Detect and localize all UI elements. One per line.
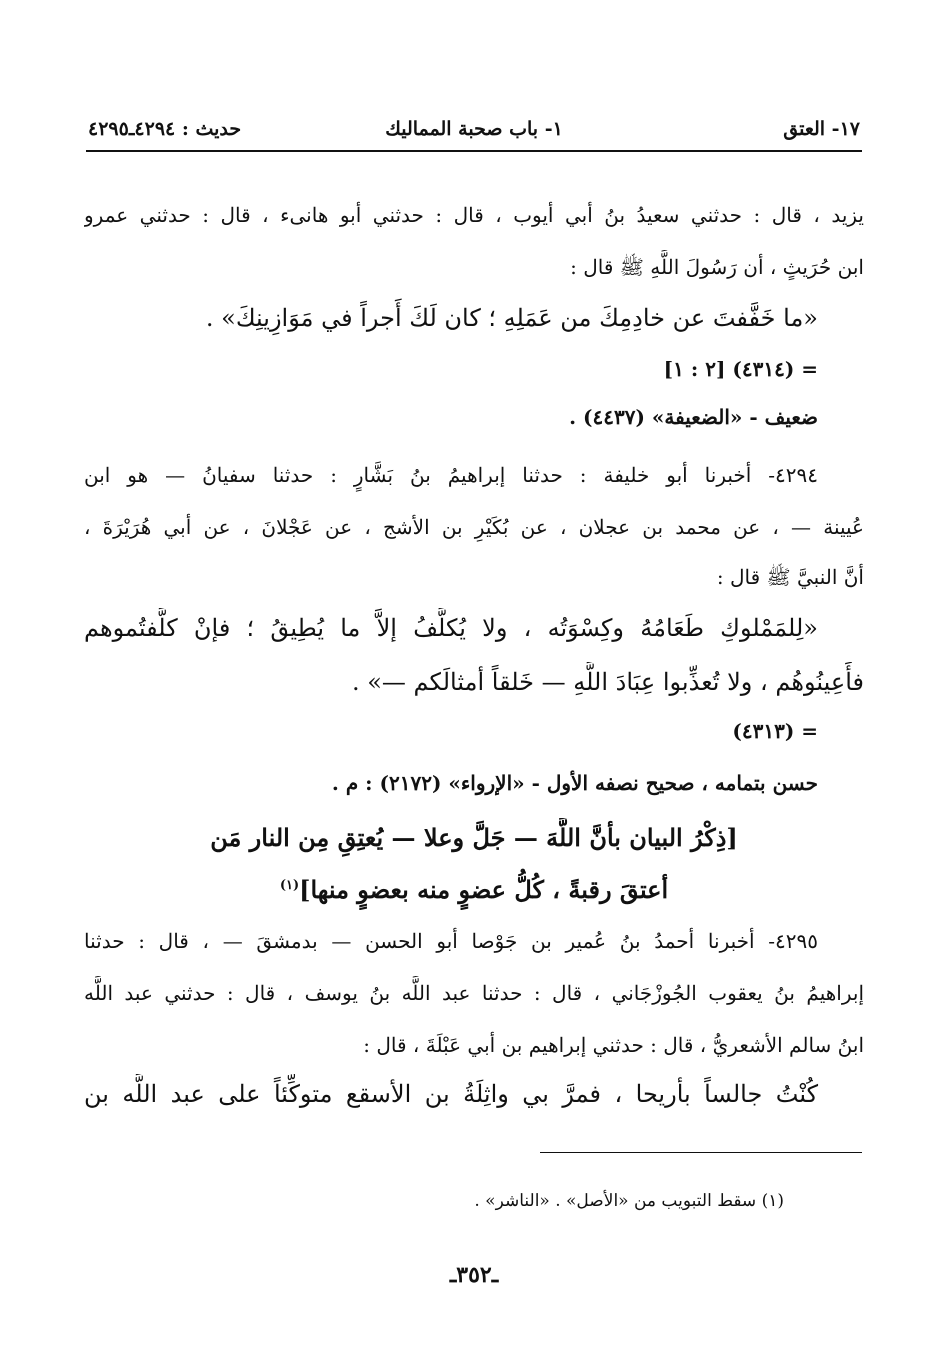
header-rule xyxy=(86,150,862,152)
text-line: أنَّ النبيَّ ﷺ قال : xyxy=(716,565,864,589)
section-heading: [ذِكْرُ البيان بأنَّ اللَّهَ — جَلَّ وعلا — يُعتِقِ مِن النار مَن xyxy=(210,823,738,852)
cross-reference: = (٤٣١٣) xyxy=(732,719,818,743)
hadith-matn: «لِلمَمْلوكِ طَعَامُهُ وكِسْوَتُه ، ولا يُكلَّفُ إلاَّ ما يُطِيقُ ؛ فإنْ كلَّفتُموهم xyxy=(84,614,818,642)
hadith-isnad: ٤٢٩٤- أخبرنا أبو خليفة : حدثنا إبراهيمُ بنُ بَشَّارٍ : حدثنا سفيانُ — هو ابن xyxy=(84,463,818,487)
header-section: ١- باب صحبة المماليك xyxy=(385,118,563,140)
header-hadith-range: حديث : ٤٢٩٤ـ٤٢٩٥ xyxy=(88,118,242,140)
section-heading: أعتقَ رقبةً ، كُلُّ عضوٍ منه بعضوٍ منها]$^{(١)}$ xyxy=(279,875,669,904)
hadith-matn: كُنْتُ جالساً بأريحا ، فمرَّ بي واثِلَةُ بن الأسقع متوكِّئاً على عبد اللَّه بن xyxy=(84,1080,818,1108)
text-line: يزيد ، قال : حدثني سعيدُ بنُ أبي أيوب ، قال : حدثني أبو هانىء ، قال : حدثني عمرو xyxy=(84,203,864,227)
text-line: عُيينة — ، عن محمد بن عجلان ، عن بُكَيْرِ بن الأشج ، عن عَجْلانَ ، عن أبي هُرَيْرَةَ ، xyxy=(84,515,864,539)
grading: حسن بتمامه ، صحيح نصفه الأول - «الإرواء» (٢١٧٢) : م . xyxy=(331,771,818,795)
footnote-marker: (١) xyxy=(279,878,300,893)
running-header xyxy=(88,112,860,146)
text-line: إبراهيمُ بنُ يعقوب الجُوزْجَاني ، قال : حدثنا عبد اللَّه بنُ يوسف ، قال : حدثني عبد اللَّه xyxy=(84,981,864,1005)
footnote-rule xyxy=(540,1152,862,1153)
cross-reference: = (٤٣١٤) [٢ : ١] xyxy=(663,357,818,381)
hadith-isnad: ٤٢٩٥- أخبرنا أحمدُ بنُ عُمير بن جَوْصا أبو الحسن — بدمشقَ — ، قال : حدثنا xyxy=(84,929,818,953)
grading: ضعيف - «الضعيفة» (٤٤٣٧) . xyxy=(569,405,818,429)
page-number: ـ٣٥٢ـ xyxy=(449,1262,499,1288)
hadith-matn: «ما خَفَّفتَ عن خادِمِكَ من عَمَلِهِ ؛ كان لَكَ أَجراً في مَوَازِينِكَ» . xyxy=(205,304,818,332)
header-chapter: ١٧- العتق xyxy=(783,118,860,140)
text-line: ابن حُرَيثٍ ، أن رَسُولَ اللَّهِ ﷺ قال : xyxy=(570,255,864,279)
hadith-matn: فأَعِينُوهُم ، ولا تُعذِّبوا عِبَادَ اللَّهِ — خَلقاً أمثالَكم —» . xyxy=(351,668,864,696)
footnote: (١) سقط التبويب من «الأصل» . «الناشر» . xyxy=(474,1191,784,1211)
text-line: ابنُ سالم الأشعريُّ ، قال : حدثني إبراهيم بن أبي عَبْلَةَ ، قال : xyxy=(363,1033,864,1057)
